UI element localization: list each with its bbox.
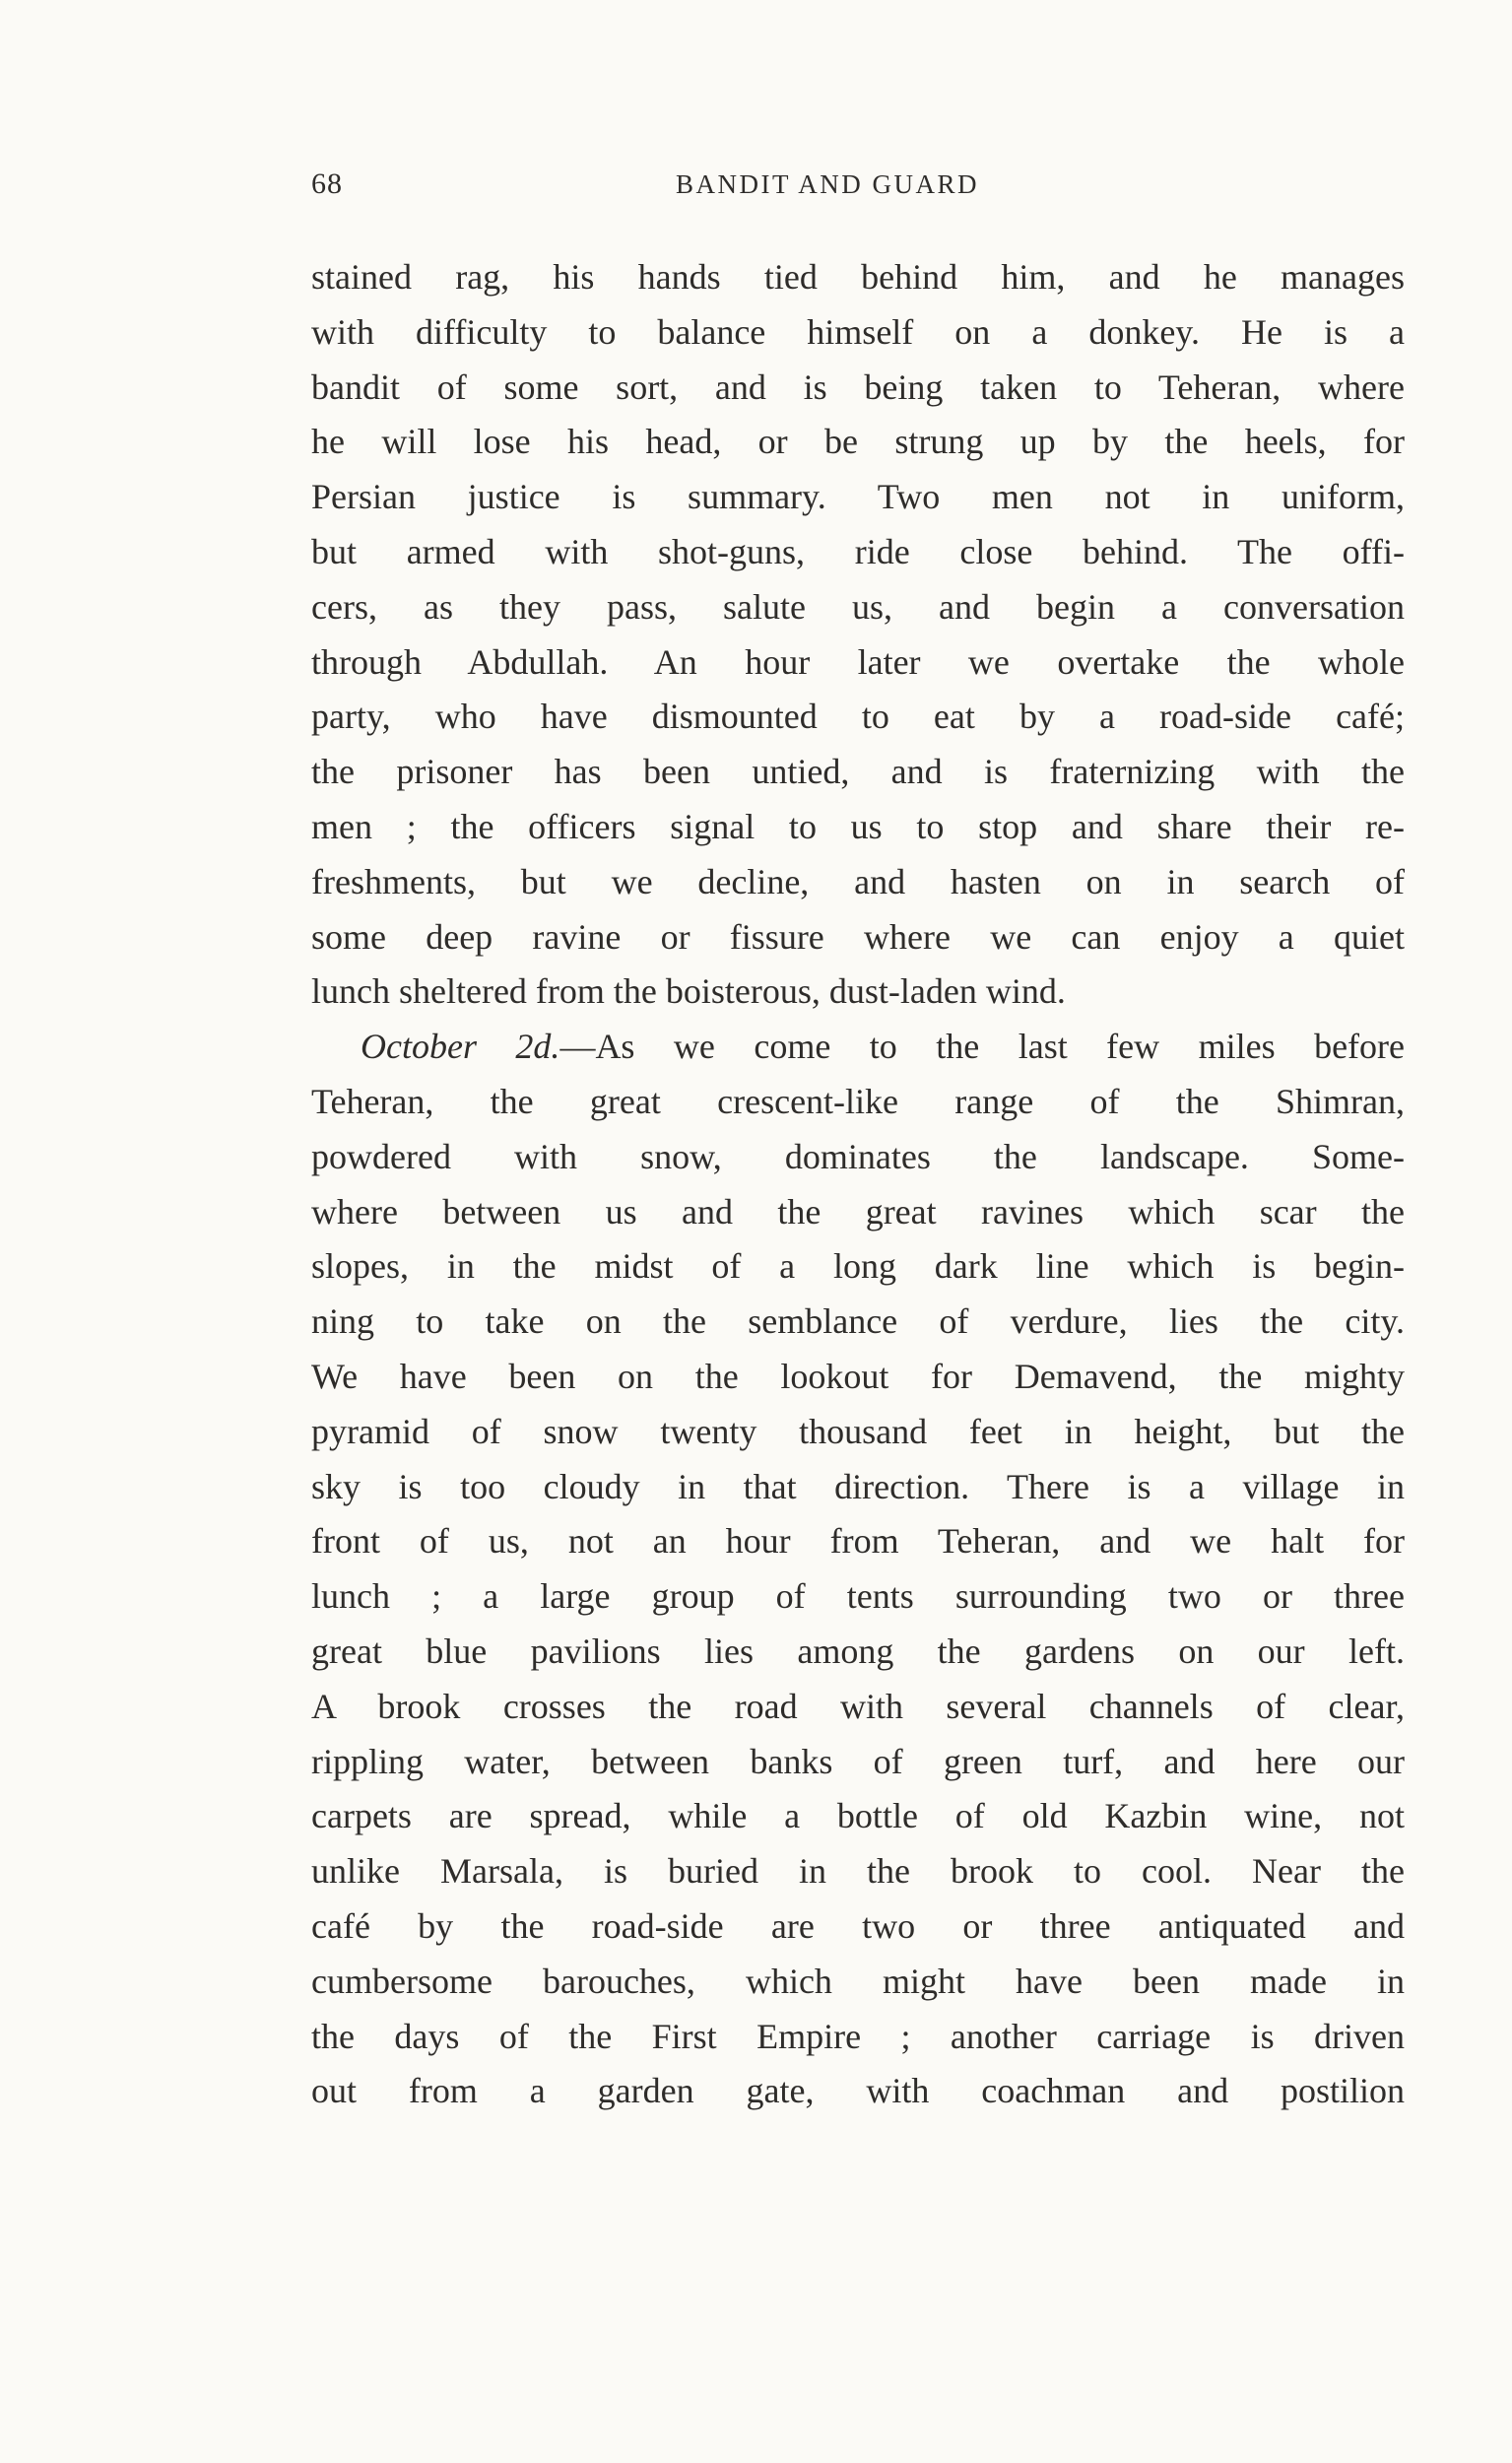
text-line: but armed with shot-guns, ride close behind. The offi- [311, 531, 1405, 571]
text-line-rest: —As we come to the last few miles before [559, 1027, 1405, 1067]
text-line: front of us, not an hour from Teheran, and we halt for [311, 1521, 1405, 1562]
text-line: lunch ; a large group of tents surrounding two or three [311, 1576, 1405, 1617]
text-line: men ; the officers signal to us to stop and share their re- [311, 806, 1405, 846]
text-line: out from a garden gate, with coachman and postilion [311, 2071, 1405, 2111]
body-text [311, 250, 1405, 2119]
text-line: cers, as they pass, salute us, and begin a conversation [311, 586, 1405, 627]
text-line: powdered with snow, dominates the landscape. Some- [311, 1136, 1405, 1176]
text-line: the prisoner has been untied, and is fraternizing with the [311, 752, 1405, 792]
text-line: bandit of some sort, and is being taken to Teheran, where [311, 366, 1405, 407]
date-heading: October 2d. [361, 1027, 560, 1067]
text-line: Teheran, the great crescent-like range of the Shimran, [311, 1081, 1405, 1121]
text-line: cumbersome barouches, which might have been made in [311, 1961, 1405, 2001]
text-line: party, who have dismounted to eat by a road-side café; [311, 697, 1405, 737]
text-line: through Abdullah. An hour later we overtake the whole [311, 641, 1405, 682]
dated-line [311, 1020, 1405, 1075]
running-title: BANDIT AND GUARD [676, 169, 980, 199]
text-line: the days of the First Empire ; another carriage is driven [311, 2016, 1405, 2056]
text-line: lunch sheltered from the boisterous, dust-laden wind. [311, 971, 1066, 1012]
text-line: great blue pavilions lies among the gardens on our left. [311, 1631, 1405, 1671]
text-line: sky is too cloudy in that direction. There is a village in [311, 1466, 1405, 1506]
text-line: We have been on the lookout for Demavend, the mighty [311, 1356, 1405, 1396]
text-line: he will lose his head, or be strung up by the heels, for [311, 422, 1405, 462]
text-line: café by the road-side are two or three antiquated and [311, 1905, 1405, 1946]
text-line: stained rag, his hands tied behind him, and he manages [311, 257, 1405, 297]
page-number: 68 [311, 167, 343, 200]
text-line: slopes, in the midst of a long dark line which is begin- [311, 1246, 1405, 1287]
text-line: rippling water, between banks of green turf, and here our [311, 1741, 1405, 1781]
text-line: with difficulty to balance himself on a donkey. He is a [311, 311, 1405, 352]
text-line: ning to take on the semblance of verdure, lies the city. [311, 1301, 1405, 1342]
text-line: Persian justice is summary. Two men not in uniform, [311, 477, 1405, 517]
text-line: A brook crosses the road with several channels of clear, [311, 1686, 1405, 1726]
text-line: freshments, but we decline, and hasten on in search of [311, 861, 1405, 901]
text-line: unlike Marsala, is buried in the brook to cool. Near the [311, 1851, 1405, 1892]
running-head [311, 167, 1040, 217]
text-line: pyramid of snow twenty thousand feet in height, but the [311, 1411, 1405, 1451]
text-line: some deep ravine or fissure where we can enjoy a quiet [311, 916, 1405, 957]
text-line: carpets are spread, while a bottle of old Kazbin wine, not [311, 1796, 1405, 1836]
text-line: where between us and the great ravines which scar the [311, 1191, 1405, 1232]
